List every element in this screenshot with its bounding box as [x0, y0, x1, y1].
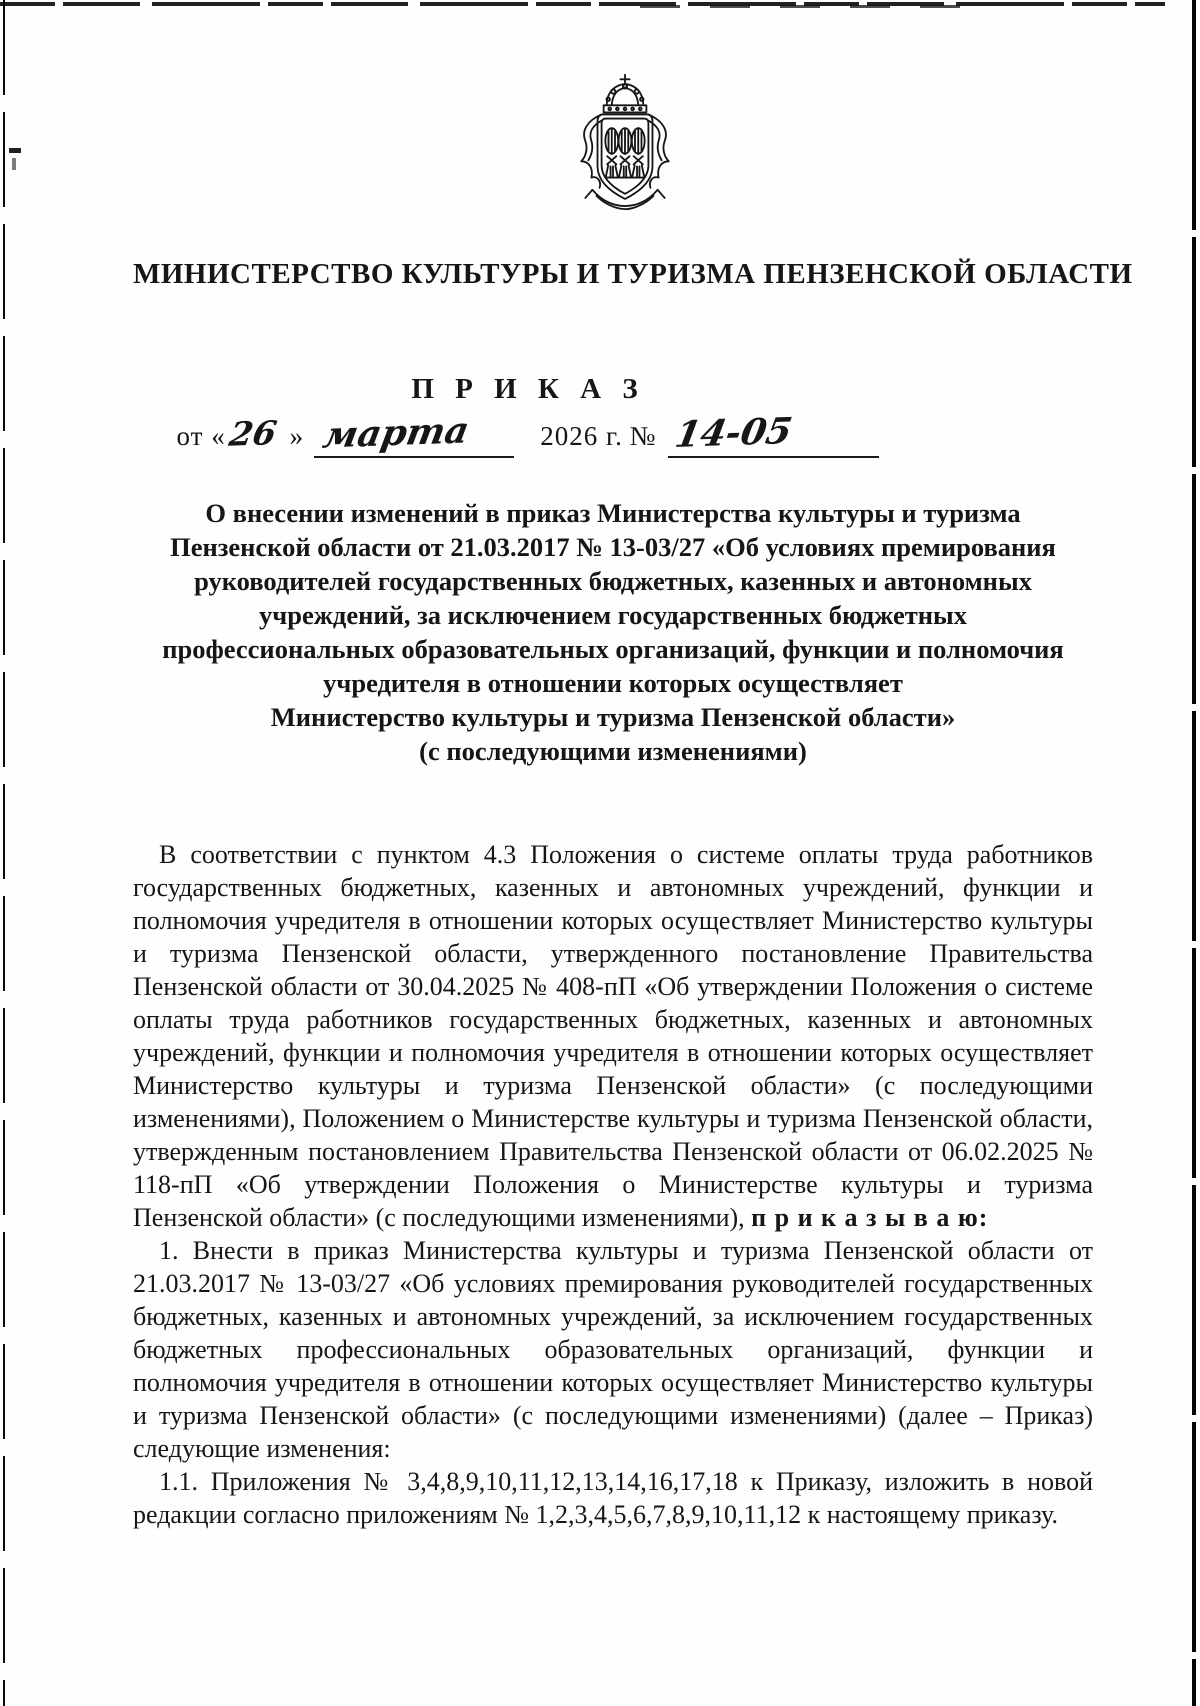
order-subject-heading: [133, 496, 1093, 768]
prikazyvayu-keyword: п р и к а з ы в а ю:: [751, 1203, 989, 1232]
subject-line: (с последующими изменениями): [419, 736, 807, 766]
scan-artifact-right-line: [1192, 0, 1196, 1706]
scan-artifact-speck: [9, 148, 21, 153]
subject-line: учредителя в отношении которых осуществляет: [323, 668, 903, 698]
subject-line: профессиональных образовательных организаций, функции и полномочия: [162, 634, 1064, 664]
date-prefix: от «: [176, 421, 226, 451]
number-sign: №: [629, 421, 657, 451]
ministry-title: МИНИСТЕРСТВО КУЛЬТУРЫ И ТУРИЗМА ПЕНЗЕНСКОЙ ОБЛАСТИ: [133, 258, 1133, 290]
order-number-blank: [668, 410, 879, 458]
subject-line: Министерство культуры и туризма Пензенской области»: [270, 702, 956, 732]
body-paragraph-item-1: 1. Внести в приказ Министерства культуры и туризма Пензенской области от 21.03.2017 № 13-03/27 «Об условиях премирования руководителей государственных бюджетных, казенных и автономных учреждений, за исключением государственных бюджетных профессиональных образовательных организаций, функции и полномочия учредителя в отношении которых осуществляет Министерство культуры и туризма Пензенской области» (с последующими изменениями) (далее – Приказ) следующие изменения:: [133, 1236, 1093, 1463]
handwritten-day: 26: [226, 413, 280, 454]
scan-artifact-top-line-2: [640, 5, 960, 8]
scan-artifact-left-line: [3, 0, 5, 1706]
date-day-blank: [226, 414, 290, 456]
document-type-title: П Р И К А З: [411, 373, 645, 405]
order-body: [133, 838, 1093, 1531]
handwritten-month: марта: [319, 409, 473, 457]
handwritten-order-number: 14-05: [672, 410, 796, 456]
scan-artifact-speck-2: [12, 158, 16, 170]
subject-line: О внесении изменений в приказ Министерства культуры и туризма: [205, 498, 1021, 528]
preamble-text: В соответствии с пунктом 4.3 Положения о системе оплаты труда работников государственных бюджетных, казенных и автономных учреждений, функции и полномочия учредителя в отношении которых осуществляет Министерство культуры и туризма Пензенской области, утвержденного постановление Правительства Пензенской области от 30.04.2025 № 408-пП «Об утверждении Положения о системе оплаты труда работников государственных бюджетных, казенных и автономных учреждений, функции и полномочия учредителя в отношении которых осуществляет Министерство культуры и туризма Пензенской области» (с последующими изменениями), Положением о Министерстве культуры и туризма Пензенской области, утвержденным постановлением Правительства Пензенской области от 06.02.2025 № 118-пП «Об утверждении Положения о Министерстве культуры и туризма Пензенской области» (с последующими изменениями),: [133, 840, 1093, 1232]
body-paragraph-preamble: [133, 838, 1093, 1234]
body-paragraph-item-1-1: 1.1. Приложения № 3,4,8,9,10,11,12,13,14,16,17,18 к Приказу, изложить в новой редакции согласно приложениям № 1,2,3,4,5,6,7,8,9,10,11,12 к настоящему приказу.: [133, 1467, 1093, 1529]
date-close-quote: »: [289, 421, 305, 451]
subject-line: Пензенской области от 21.03.2017 № 13-03/27 «Об условиях премирования: [170, 532, 1056, 562]
penza-oblast-coat-of-arms-emblem: [568, 72, 682, 218]
scan-artifact-top-line: [0, 2, 1165, 6]
order-header-block: [133, 372, 923, 460]
date-number-line: [133, 409, 923, 460]
subject-line: учреждений, за исключением государственных бюджетных: [259, 600, 967, 630]
date-year: 2026 г.: [540, 421, 623, 451]
subject-line: руководителей государственных бюджетных, казенных и автономных: [194, 566, 1032, 596]
date-month-blank: [314, 409, 514, 458]
